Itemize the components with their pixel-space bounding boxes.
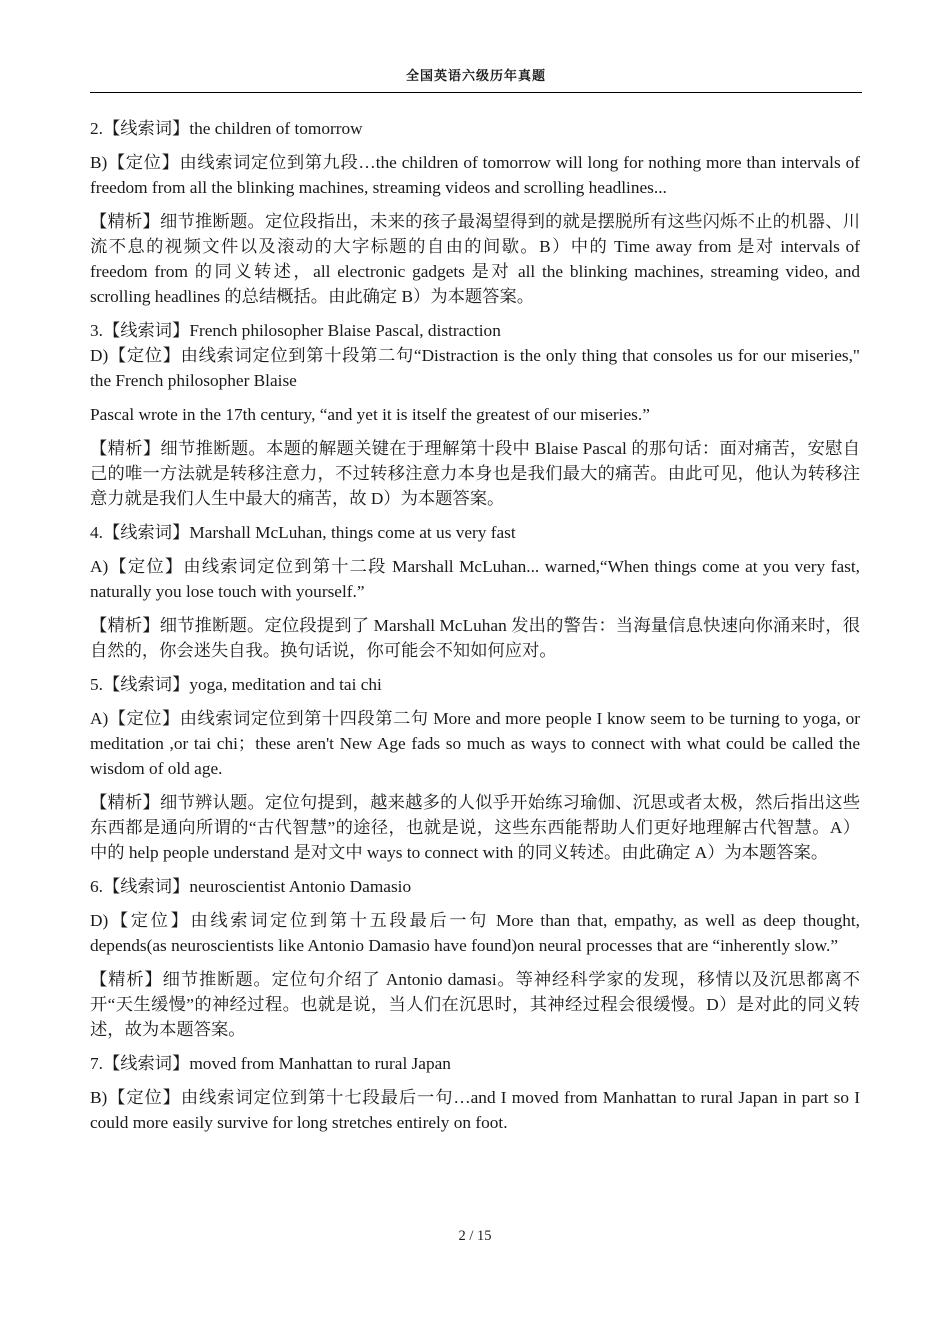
q4-clue: 4.【线索词】Marshall McLuhan, things come at us very fast <box>90 523 516 542</box>
q2-analysis: 【精析】细节推断题。定位段指出，未来的孩子最渴望得到的就是摆脱所有这些闪烁不止的机器、川流不息的视频文件以及滚动的大字标题的自由的间歇。B）中的 Time away from 是对 intervals of freedom from 的同义转述，all electronic gadgets 是对 all the blinking machines, streaming video, and scrolling headlines 的总结概括。由此确定 B）为本题答案。 <box>90 212 860 306</box>
page-header <box>90 64 862 93</box>
q3-analysis: 【精析】细节推断题。本题的解题关键在于理解第十段中 Blaise Pascal 的那句话：面对痛苦，安慰自己的唯一方法就是转移注意力，不过转移注意力本身也是我们最大的痛苦。由此可见，他认为转移注意力就是我们人生中最大的痛苦，故 D）为本题答案。 <box>90 439 860 508</box>
q7-clue: 7.【线索词】moved from Manhattan to rural Japan <box>90 1054 451 1073</box>
q5-locate: A)【定位】由线索词定位到第十四段第二句 More and more people I know seem to be turning to yoga, or meditation ,or tai chi；these aren't New Age fads so much as ways to connect with what could be called the wisdom of old age. <box>90 709 860 778</box>
q3-locate-cont: Pascal wrote in the 17th century, “and yet it is itself the greatest of our miseries.” <box>90 405 650 424</box>
q4-analysis: 【精析】细节推断题。定位段提到了 Marshall McLuhan 发出的警告：当海量信息快速向你涌来时，很自然的，你会迷失自我。换句话说，你可能会不知如何应对。 <box>90 616 860 660</box>
q7-locate: B)【定位】由线索词定位到第十七段最后一句…and I moved from Manhattan to rural Japan in part so I could more easily survive for long stretches entirely on foot. <box>90 1088 860 1132</box>
header-title: 全国英语六级历年真题 <box>405 69 546 84</box>
q6-clue: 6.【线索词】neuroscientist Antonio Damasio <box>90 877 412 896</box>
page-content <box>90 116 860 1144</box>
q6-locate: D)【定位】由线索词定位到第十五段最后一句 More than that, empathy, as well as deep thought, depends(as neuroscientists like Antonio Damasio have found)on neural processes that are “inherently slow.” <box>90 911 860 955</box>
q4-locate: A)【定位】由线索词定位到第十二段 Marshall McLuhan... warned,“When things come at you very fast, naturally you lose touch with yourself.” <box>90 557 860 601</box>
q3-locate: D)【定位】由线索词定位到第十段第二句“Distraction is the only thing that consoles us for our miseries," the French philosopher Blaise <box>90 346 860 390</box>
q5-analysis: 【精析】细节辨认题。定位句提到，越来越多的人似乎开始练习瑜伽、沉思或者太极，然后指出这些东西都是通向所谓的“古代智慧”的途径，也就是说，这些东西能帮助人们更好地理解古代智慧。A）中的 help people understand 是对文中 ways to connect with 的同义转述。由此确定 A）为本题答案。 <box>90 793 860 862</box>
q2-clue: 2.【线索词】the children of tomorrow <box>90 119 363 138</box>
q5-clue: 5.【线索词】yoga, meditation and tai chi <box>90 675 382 694</box>
q3-clue: 3.【线索词】French philosopher Blaise Pascal, distraction <box>90 321 501 340</box>
q6-analysis: 【精析】细节推断题。定位句介绍了 Antonio damasi。等神经科学家的发现，移情以及沉思都离不开“天生缓慢”的神经过程。也就是说，当人们在沉思时，其神经过程会很缓慢。D）是对此的同义转述，故为本题答案。 <box>90 970 860 1039</box>
page-number: 2 / 15 <box>458 1228 492 1244</box>
q2-locate: B)【定位】由线索词定位到第九段…the children of tomorrow will long for nothing more than intervals of freedom from all the blinking machines, streaming videos and scrolling headlines... <box>90 153 860 197</box>
